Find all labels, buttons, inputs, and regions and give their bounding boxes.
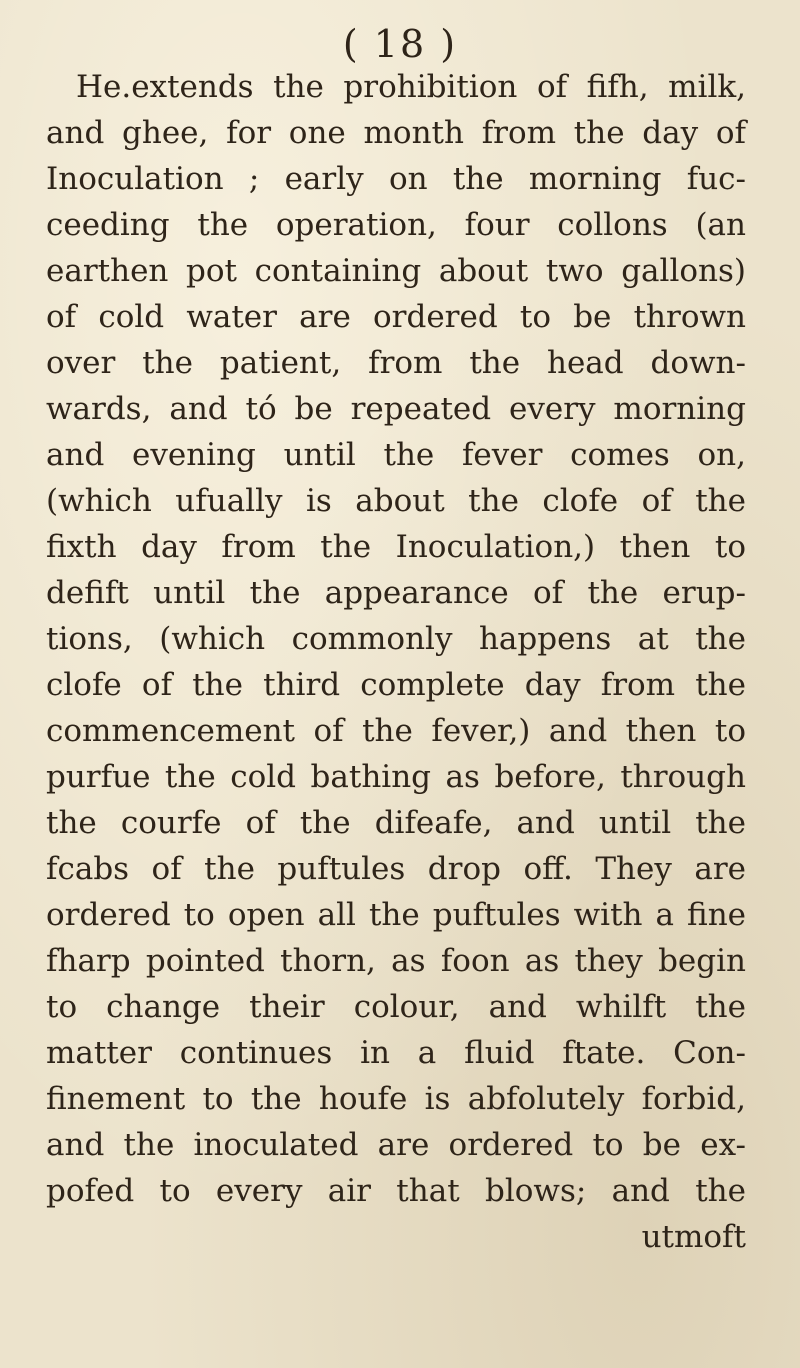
text-line-24: and the inoculated are ordered to be ex- [46,1127,746,1163]
text-line-4: ceeding the operation, four collons (an [46,207,746,243]
text-line-18: fcabs of the puftules drop off. They are [46,851,746,887]
text-line-13: tions, (which commonly happens at the [46,621,746,657]
text-line-7: over the patient, from the head down- [46,345,746,381]
text-line-1: He.extends the prohibition of fifh, milk, [76,69,746,105]
text-line-14: clofe of the third complete day from the [46,667,746,703]
text-line-22: matter continues in a fluid ftate. Con- [46,1035,746,1071]
text-line-2: and ghee, for one month from the day of [46,115,746,151]
text-line-10: (which ufually is about the clofe of the [46,483,746,519]
text-line-5: earthen pot containing about two gallons) [46,253,746,289]
text-line-16: purfue the cold bathing as before, through [46,759,746,795]
text-line-17: the courfe of the difeafe, and until the [46,805,746,841]
text-line-9: and evening until the fever comes on, [46,437,746,473]
text-line-8: wards, and tó be repeated every morning [46,391,746,427]
text-line-19: ordered to open all the puftules with a fine [46,897,746,933]
text-line-15: commencement of the fever,) and then to [46,713,746,749]
text-line-23: finement to the houfe is abfolutely forbid, [46,1081,746,1117]
catchword: utmoft [641,1219,746,1255]
text-line-6: of cold water are ordered to be thrown [46,299,746,335]
text-line-12: defift until the appearance of the erup- [46,575,746,611]
text-line-11: fixth day from the Inoculation,) then to [46,529,746,565]
text-line-25: pofed to every air that blows; and the [46,1173,746,1209]
text-line-3: Inoculation ; early on the morning fuc- [46,161,746,197]
text-line-21: to change their colour, and whilft the [46,989,746,1025]
text-line-20: fharp pointed thorn, as foon as they begin [46,943,746,979]
page-number: ( 18 ) [342,22,458,66]
